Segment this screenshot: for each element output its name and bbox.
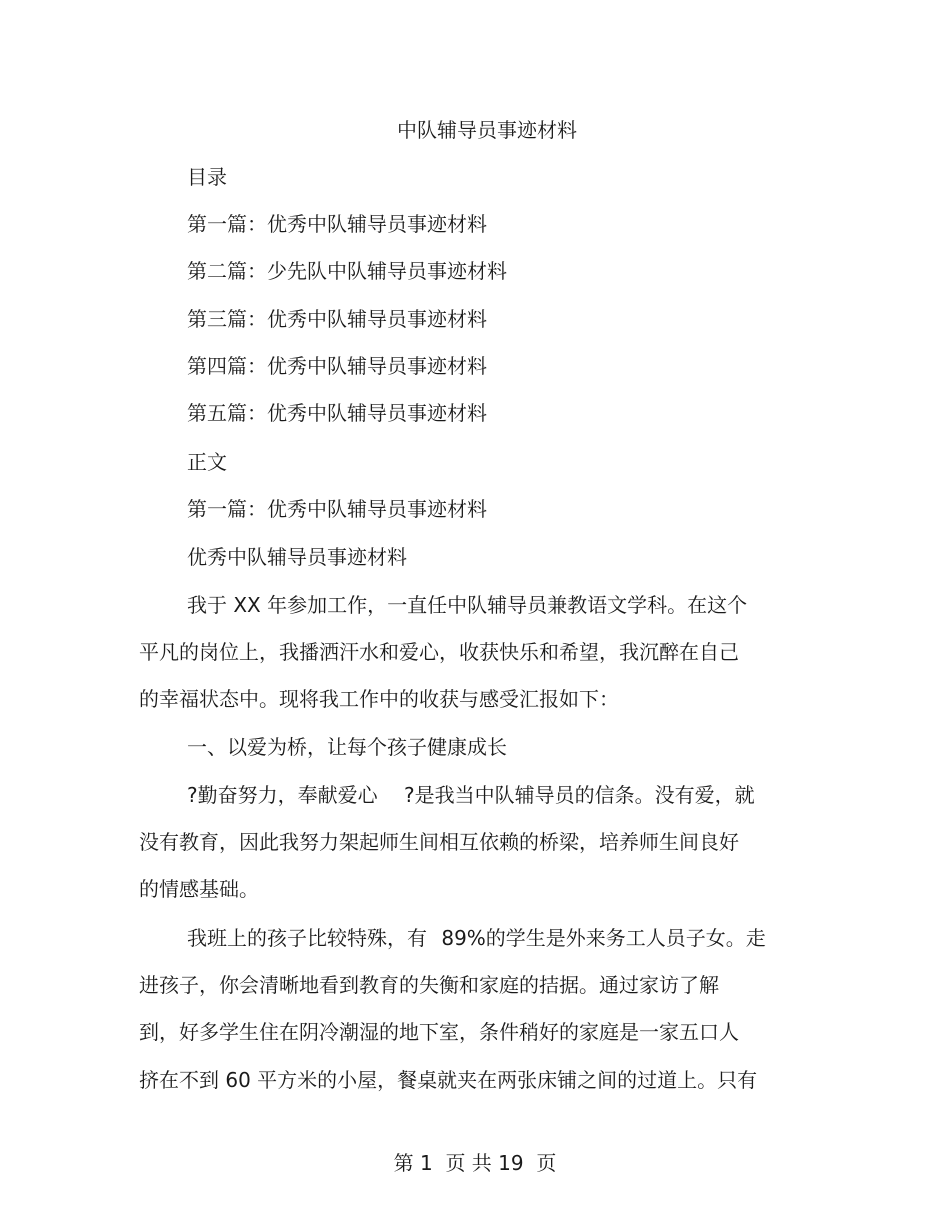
toc-item: 第四篇：优秀中队辅导员事迹材料 [187, 354, 487, 378]
paragraph-line: 平凡的岗位上，我播洒汗水和爱心，收获快乐和希望，我沉醉在自己 [139, 640, 739, 664]
body-heading: 正文 [187, 450, 227, 474]
toc-heading: 目录 [187, 165, 227, 189]
paragraph-line: 我于 XX 年参加工作，一直任中队辅导员兼教语文学科。在这个 [187, 593, 748, 617]
paragraph-line: 进孩子，你会清晰地看到教育的失衡和家庭的拮据。通过家访了解 [139, 973, 719, 997]
section-heading: 一、以爱为桥，让每个孩子健康成长 [187, 735, 507, 759]
toc-item: 第五篇：优秀中队辅导员事迹材料 [187, 401, 487, 425]
paragraph-line: 没有教育，因此我努力架起师生间相互依赖的桥梁，培养师生间良好 [139, 830, 739, 854]
paragraph-line: 的情感基础。 [139, 877, 259, 901]
paragraph-line: 到，好多学生住在阴冷潮湿的地下室，条件稍好的家庭是一家五口人 [139, 1020, 739, 1044]
toc-item: 第二篇：少先队中队辅导员事迹材料 [187, 259, 507, 283]
toc-item: 第一篇：优秀中队辅导员事迹材料 [187, 212, 487, 236]
paragraph-line: ?勤奋努力，奉献爱心 ?是我当中队辅导员的信条。没有爱，就 [187, 783, 755, 807]
toc-item: 第三篇：优秀中队辅导员事迹材料 [187, 307, 487, 331]
article-title: 优秀中队辅导员事迹材料 [187, 545, 407, 569]
paragraph-line: 我班上的孩子比较特殊，有 89%的学生是外来务工人员子女。走 [187, 926, 766, 950]
paragraph-line: 的幸福状态中。现将我工作中的收获与感受汇报如下： [139, 687, 619, 711]
chapter-title: 第一篇：优秀中队辅导员事迹材料 [187, 497, 487, 521]
document-title: 中队辅导员事迹材料 [397, 118, 577, 142]
paragraph-line: 挤在不到 60 平方米的小屋，餐桌就夹在两张床铺之间的过道上。只有 [139, 1068, 758, 1092]
page-number-footer: 第 1 页 共 19 页 [393, 1151, 557, 1175]
